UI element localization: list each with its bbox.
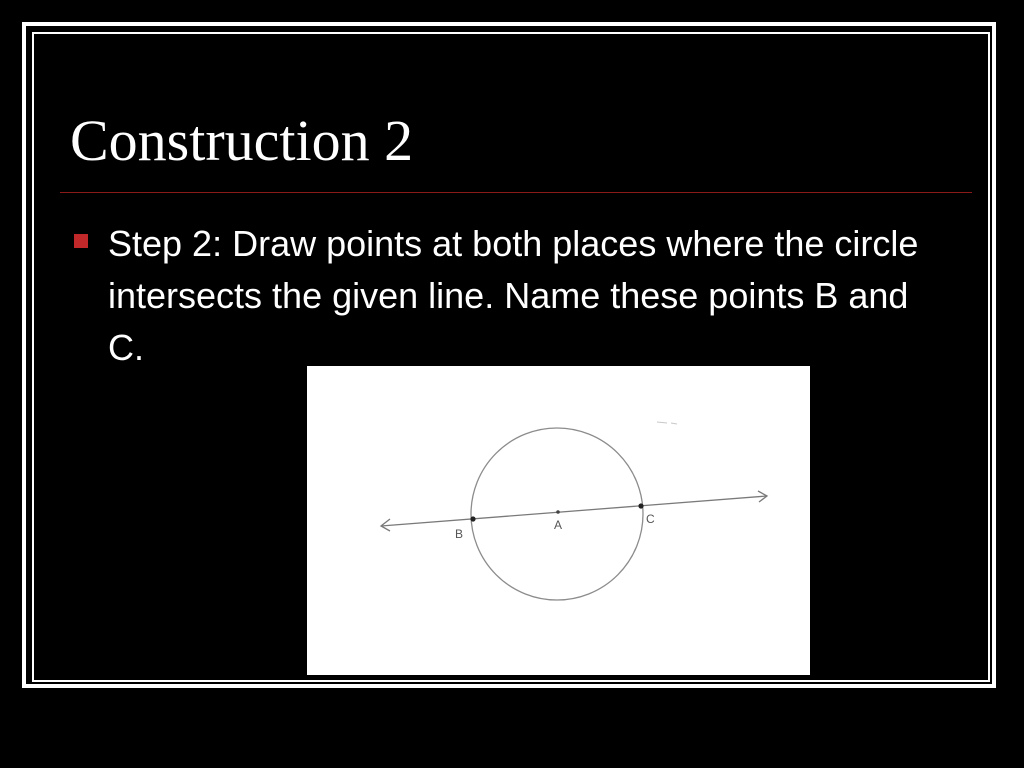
point-c-dot (638, 503, 643, 508)
point-a-label: A (554, 518, 563, 532)
pencil-smudge (657, 422, 677, 424)
point-b-dot (470, 516, 475, 521)
bullet-square-icon (74, 234, 88, 248)
bullet-text: Step 2: Draw points at both places where the circle intersects the given line. Name these points B and C. (108, 223, 919, 368)
given-line (381, 496, 767, 526)
point-b-label: B (455, 527, 464, 541)
construction-circle (471, 428, 643, 600)
point-a-dot (556, 510, 560, 514)
construction-drawing (307, 366, 810, 675)
construction-figure (307, 366, 810, 675)
slide-title: Construction 2 (70, 108, 414, 173)
point-c-label: C (646, 512, 655, 526)
title-divider (60, 192, 972, 193)
